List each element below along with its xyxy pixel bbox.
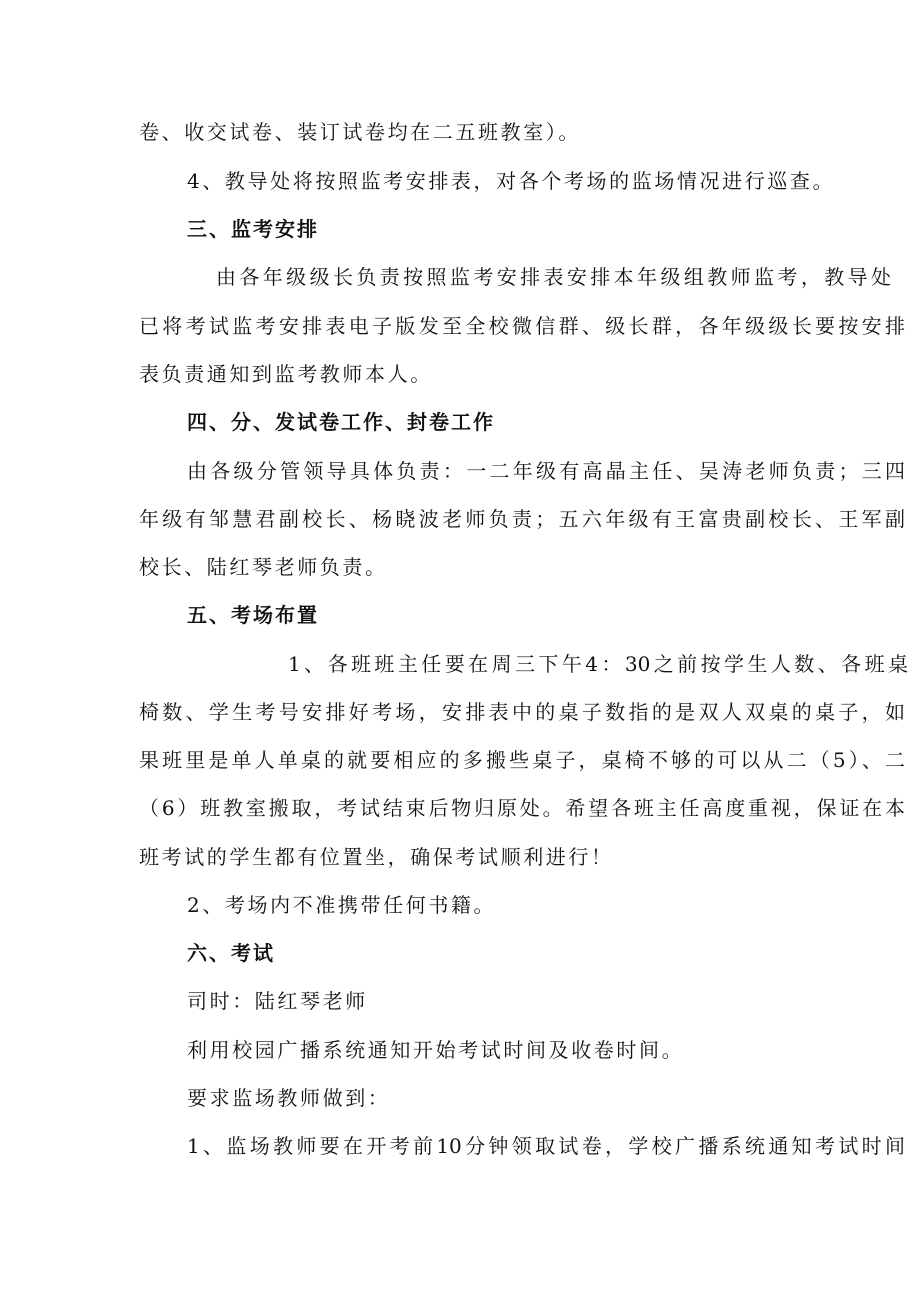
text-line: 果班里是单人单桌的就要相应的多搬些桌子，桌椅不够的可以从二（5）、二: [139, 748, 905, 772]
text-line: 由各级分管领导具体负责：一二年级有高晶主任、吴涛老师负责；三四: [187, 459, 905, 483]
text-line: 利用校园广播系统通知开始考试时间及收卷时间。: [187, 1038, 685, 1062]
text-line: 班考试的学生都有位置坐，确保考试顺利进行！: [139, 845, 614, 869]
text-line: 4、教导处将按照监考安排表，对各个考场的监场情况进行巡查。: [187, 169, 836, 193]
text-line: 年级有邹慧君副校长、杨晓波老师负责；五六年级有王富贵副校长、王军副: [139, 507, 905, 531]
text-line: 校长、陆红琴老师负责。: [139, 555, 388, 579]
text-line: 卷、收交试卷、装订试卷均在二五班教室）。: [139, 120, 581, 144]
text-line: 椅数、学生考号安排好考场，安排表中的桌子数指的是双人双桌的桌子，如: [139, 700, 905, 724]
text-line: 已将考试监考安排表电子版发至全校微信群、级长群，各年级级长要按安排: [139, 314, 905, 338]
text-line: 1、各班班主任要在周三下午4：30之前按学生人数、各班桌: [288, 652, 908, 676]
text-line: 司时：陆红琴老师: [187, 989, 368, 1013]
section-heading: 三、监考安排: [187, 217, 319, 241]
text-line: 2、考场内不准携带任何书籍。: [187, 893, 497, 917]
text-line: 由各年级级长负责按照监考安排表安排本年级组教师监考，教导处: [216, 265, 891, 289]
section-heading: 六、考试: [187, 941, 275, 965]
text-line: 要求监场教师做到：: [187, 1086, 391, 1110]
section-heading: 五、考场布置: [187, 603, 319, 627]
text-line: （6）班教室搬取，考试结束后物归原处。希望各班主任高度重视，保证在本: [139, 796, 905, 820]
text-line: 1、监场教师要在开考前10分钟领取试卷，学校广播系统通知考试时间: [187, 1134, 905, 1158]
text-line: 表负责通知到监考教师本人。: [139, 362, 433, 386]
section-heading: 四、分、发试卷工作、封卷工作: [187, 410, 495, 434]
